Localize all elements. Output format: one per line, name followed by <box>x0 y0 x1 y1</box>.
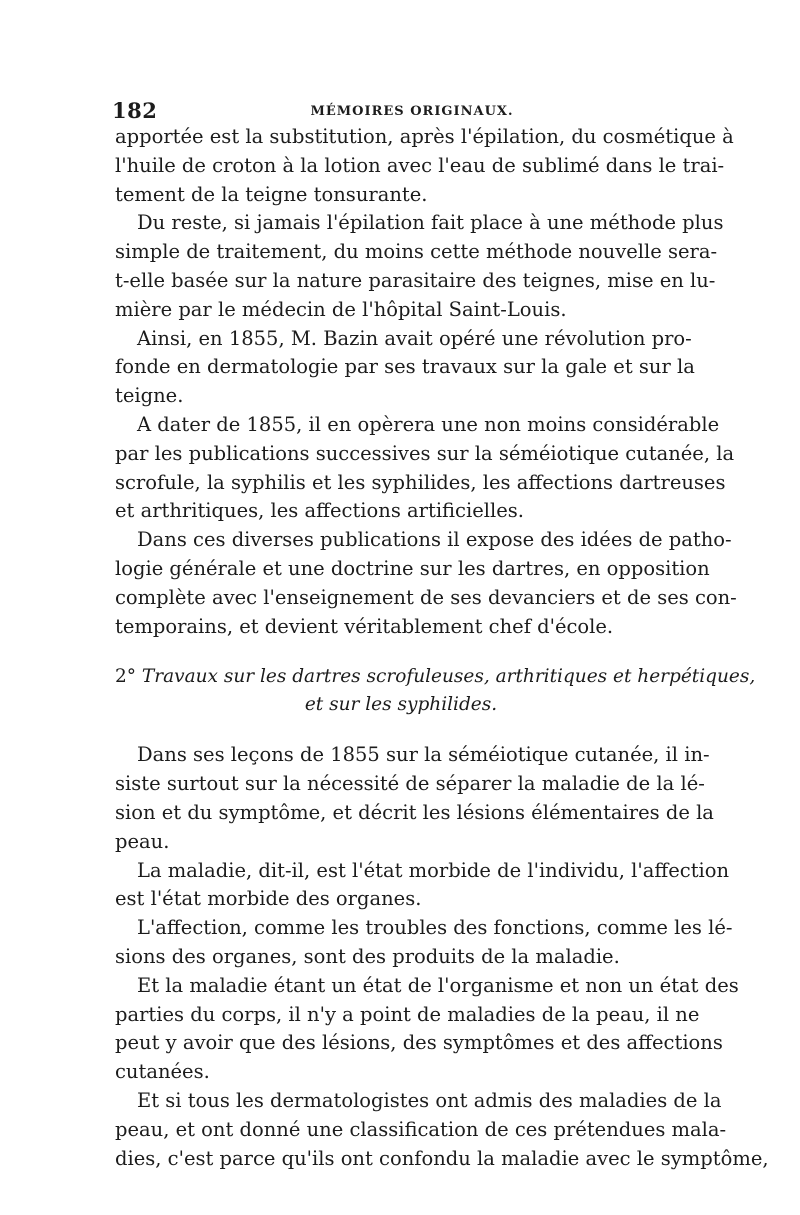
paragraph <box>115 325 695 411</box>
text-line: Dans ses leçons de 1855 sur la séméiotique cutanée, il in- <box>137 743 710 767</box>
text-line: Dans ces diverses publications il expose des idées de patho- <box>137 528 732 552</box>
text-line: L'affection, comme les troubles des fonctions, comme les lé- <box>137 916 733 940</box>
text-line: peau, et ont donné une classification de ces prétendues mala- <box>115 1117 727 1141</box>
paragraph <box>115 209 724 324</box>
text-line: t-elle basée sur la nature parasitaire des teignes, mise en lu- <box>115 268 716 292</box>
text-line: teigne. <box>115 384 184 408</box>
paragraph <box>115 526 737 641</box>
text-line: simple de traitement, du moins cette méthode nouvelle sera- <box>115 240 718 264</box>
text-line: est l'état morbide des organes. <box>115 887 422 911</box>
running-title: MÉMOIRES ORIGINAUX. <box>310 104 514 119</box>
text-line: cutanées. <box>115 1060 210 1084</box>
paragraph <box>115 857 730 915</box>
paragraph <box>115 741 714 856</box>
text-line: La maladie, dit-il, est l'état morbide de l'individu, l'affection <box>137 858 730 882</box>
text-line: Et si tous les dermatologistes ont admis des maladies de la <box>137 1088 722 1112</box>
section-heading-line-2: et sur les syphilides. <box>304 694 498 716</box>
section-title-part-1: Travaux sur les dartres scrofuleuses, arthritiques et herpétiques, <box>141 666 756 688</box>
text-line: A dater de 1855, il en opèrera une non moins considérable <box>137 412 720 436</box>
text-line: scrofule, la syphilis et les syphilides, les affections dartreuses <box>115 470 726 494</box>
body-text <box>115 123 769 1173</box>
text-line: siste surtout sur la nécessité de séparer la maladie de la lé- <box>115 772 705 796</box>
text-line: sions des organes, sont des produits de la maladie. <box>115 944 620 968</box>
text-line: et arthritiques, les affections artificielles. <box>115 499 524 523</box>
text-line: complète avec l'enseignement de ses devanciers et de ses con- <box>115 585 737 609</box>
text-line: dies, c'est parce qu'ils ont confondu la maladie avec le symptôme, <box>115 1146 769 1170</box>
text-line: fonde en dermatologie par ses travaux sur la gale et sur la <box>115 355 695 379</box>
paragraph <box>115 972 739 1087</box>
paragraph <box>115 1087 769 1173</box>
text-line: l'huile de croton à la lotion avec l'eau de sublimé dans le trai- <box>115 153 725 177</box>
paragraph <box>115 914 733 972</box>
text-line: temporains, et devient véritablement chef d'école. <box>115 614 614 638</box>
section-heading <box>115 663 756 719</box>
text-line: parties du corps, il n'y a point de maladies de la peau, il ne <box>115 1002 700 1026</box>
text-line: Ainsi, en 1855, M. Bazin avait opéré une révolution pro- <box>137 326 692 350</box>
text-line: peau. <box>115 829 170 853</box>
text-line: sion et du symptôme, et décrit les lésions élémentaires de la <box>115 800 714 824</box>
text-line: Et la maladie étant un état de l'organisme et non un état des <box>137 973 739 997</box>
section-heading-line-1 <box>115 663 756 691</box>
text-line: tement de la teigne tonsurante. <box>115 182 428 206</box>
page-number: 182 <box>112 98 158 123</box>
section-number: 2° <box>115 666 137 688</box>
text-line: Du reste, si jamais l'épilation fait place à une méthode plus <box>137 211 724 235</box>
text-line: peut y avoir que des lésions, des symptômes et des affections <box>115 1031 723 1055</box>
paragraph <box>115 123 734 209</box>
paragraph <box>115 411 735 526</box>
running-head <box>112 98 688 124</box>
text-line: apportée est la substitution, après l'épilation, du cosmétique à <box>115 125 734 148</box>
text-line: logie générale et une doctrine sur les dartres, en opposition <box>115 556 710 580</box>
text-line: par les publications successives sur la séméiotique cutanée, la <box>115 441 735 465</box>
text-line: mière par le médecin de l'hôpital Saint-Louis. <box>115 297 567 321</box>
